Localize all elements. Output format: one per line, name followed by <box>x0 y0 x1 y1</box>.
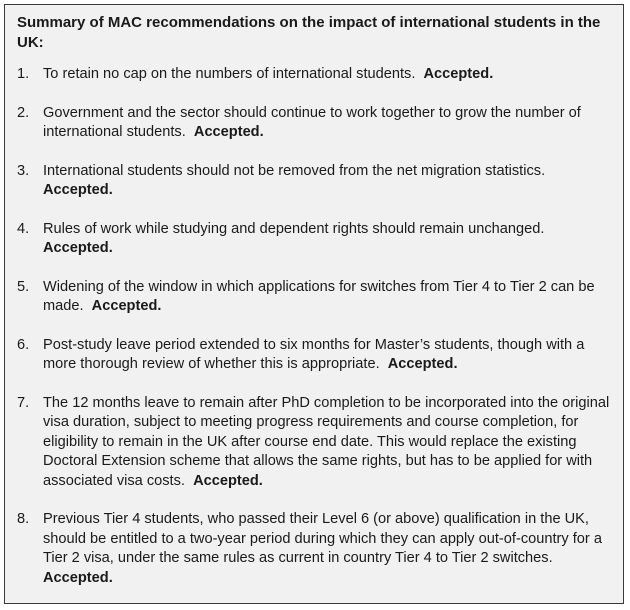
recommendation-text: Government and the sector should continue to work together to grow the number of international students. <box>43 104 581 140</box>
recommendation-number: 2. <box>17 104 30 121</box>
recommendation-text: To retain no cap on the numbers of international students. <box>43 66 416 82</box>
recommendation-text-block <box>43 104 613 143</box>
recommendations-summary-box <box>4 4 624 604</box>
recommendation-status: Accepted. <box>43 569 113 586</box>
recommendation-text: Post-study leave period extended to six months for Master’s students, though with a more thorough review of whether this is appropriate. <box>43 336 585 372</box>
recommendation-text: Previous Tier 4 students, who passed their Level 6 (or above) qualification in the UK, should be entitled to a two-year period during which they can apply out-of-country for a Tier 2 visa, under the same rules as current in country Tier 4 to Tier 2 switches. <box>43 511 602 566</box>
recommendation-text-block <box>43 394 613 492</box>
recommendation-item <box>17 336 613 375</box>
recommendation-item <box>17 65 613 85</box>
recommendation-number: 6. <box>17 336 30 353</box>
recommendation-text: The 12 months leave to remain after PhD completion to be incorporated into the original visa duration, subject to meeting progress requirements and course completion, for eligibility to remain in the UK after course end date. This would replace the existing Doctoral Extension scheme that allows the same rights, but has to be applied for with associated visa costs. <box>43 394 610 489</box>
recommendation-status: Accepted. <box>91 298 162 314</box>
recommendation-status: Accepted. <box>193 124 264 140</box>
recommendation-text-block <box>43 278 613 317</box>
recommendation-text-block <box>43 65 613 85</box>
recommendation-status: Accepted. <box>43 182 113 198</box>
recommendation-status: Accepted. <box>43 240 113 256</box>
recommendation-number: 7. <box>17 394 30 411</box>
recommendation-status: Accepted. <box>193 472 263 489</box>
recommendation-number: 5. <box>17 278 30 295</box>
recommendation-item <box>17 510 613 588</box>
recommendation-text-block <box>43 162 613 201</box>
recommendation-item <box>17 104 613 143</box>
recommendation-number: 3. <box>17 162 30 179</box>
recommendation-text-block <box>43 510 613 588</box>
recommendation-status: Accepted. <box>423 66 494 82</box>
recommendation-number: 4. <box>17 220 30 237</box>
recommendation-text: Widening of the window in which applications for switches from Tier 4 to Tier 2 can be made. <box>43 278 595 314</box>
recommendation-item <box>17 162 613 201</box>
recommendation-number: 8. <box>17 511 30 527</box>
recommendation-text-block <box>43 336 613 375</box>
recommendation-item <box>17 394 613 492</box>
summary-title: Summary of MAC recommendations on the impact of international students in the UK: <box>17 14 601 51</box>
recommendation-item <box>17 220 613 259</box>
recommendation-text-block <box>43 220 613 259</box>
recommendation-item <box>17 278 613 317</box>
recommendation-number: 1. <box>17 66 30 82</box>
recommendation-text: International students should not be removed from the net migration statistics. <box>43 162 546 179</box>
recommendation-status: Accepted. <box>387 356 458 372</box>
recommendation-text: Rules of work while studying and dependent rights should remain unchanged. <box>43 220 545 237</box>
